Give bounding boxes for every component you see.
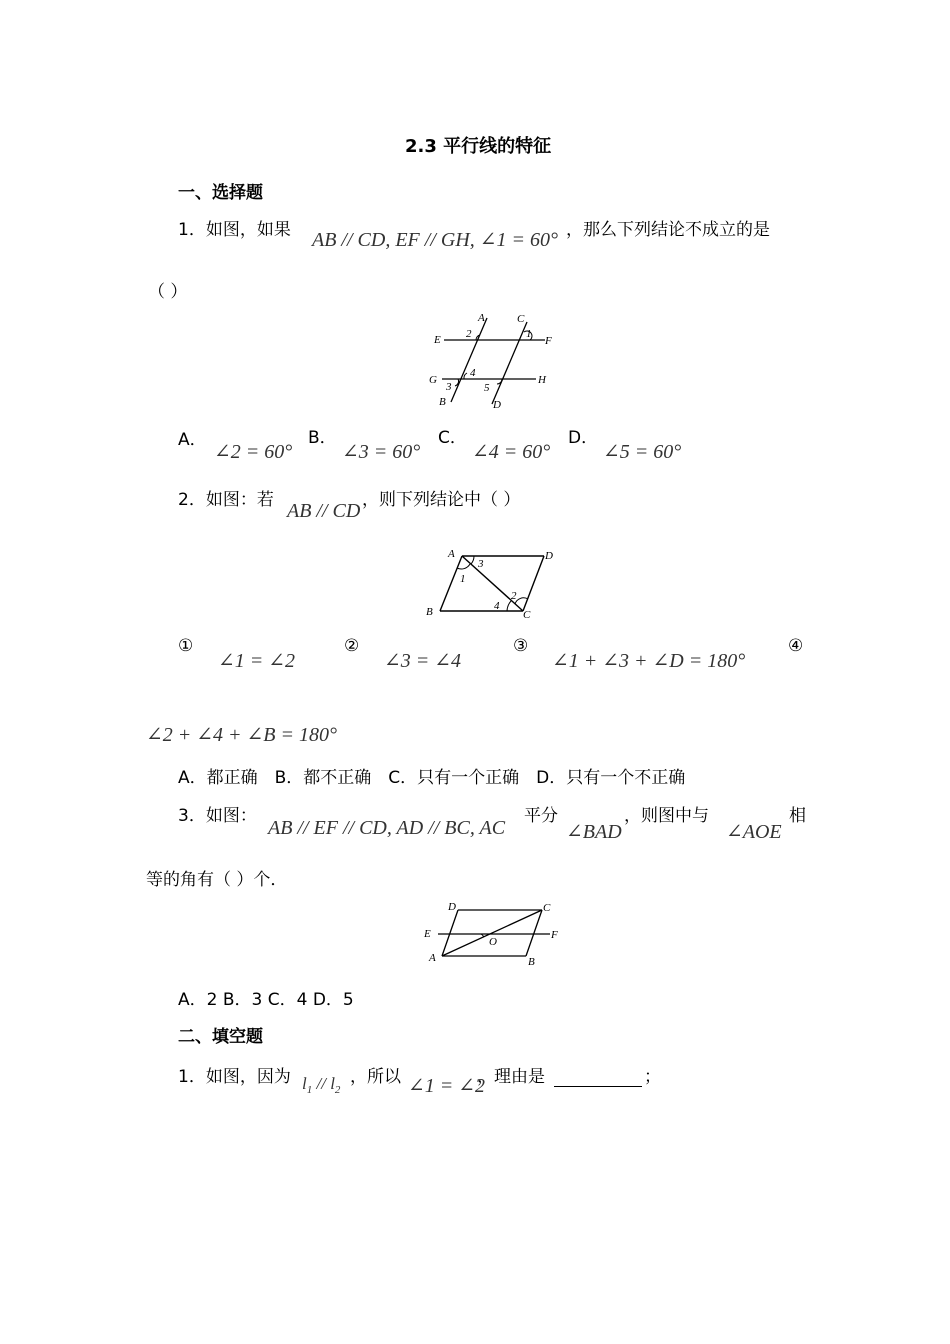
page-title: 2.3 平行线的特征 <box>405 136 552 157</box>
q1-option-a-label[interactable]: A． <box>178 430 207 450</box>
section-heading-choice: 一、选择题 <box>178 183 263 203</box>
q1-figure <box>420 308 570 414</box>
q1-option-b[interactable]: ∠3 = 60° <box>342 441 421 463</box>
q2-expr: AB // CD <box>287 500 361 522</box>
fill1-end: ； <box>644 1067 661 1087</box>
fig1-n4: 4 <box>470 367 476 379</box>
q2-item-1-label: ① <box>178 636 194 656</box>
fig1-n5: 5 <box>484 382 490 394</box>
q2-item-4: ∠2 + ∠4 + ∠B = 180° <box>146 724 337 746</box>
fig3-O: O <box>489 936 497 948</box>
fill1-lines <box>302 1074 340 1096</box>
q3-mid: 平分 <box>524 806 558 826</box>
fig1-H: H <box>538 374 546 386</box>
fig2-n1: 1 <box>460 573 466 585</box>
fig3-C: C <box>543 902 551 914</box>
q2-item-1: ∠1 = ∠2 <box>218 650 296 672</box>
q2-figure <box>420 540 570 622</box>
q2-item-2-label: ② <box>344 636 360 656</box>
fig1-A: A <box>478 312 485 324</box>
fig2-n2: 2 <box>511 590 517 602</box>
fig3-B: B <box>528 956 535 968</box>
q1-paren: （ ） <box>148 282 188 302</box>
q3-mid2: ，则图中与 <box>624 806 709 826</box>
line-dc <box>523 556 544 611</box>
fig2-B: B <box>426 606 433 618</box>
q1-expr: AB // CD, EF // GH, ∠1 = 60° <box>312 229 559 251</box>
line-ac <box>442 910 542 956</box>
q3-figure <box>420 898 570 970</box>
q1-option-d[interactable]: ∠5 = 60° <box>603 441 682 463</box>
q2-lead: 2．如图：若 <box>178 490 274 510</box>
q3-tail: 相 <box>789 806 806 826</box>
fill1-lead: 1．如图，因为 <box>178 1067 291 1087</box>
q1-option-c-label[interactable]: C． <box>438 428 467 448</box>
q3-lead: 3．如图： <box>178 806 257 826</box>
q1-option-a[interactable]: ∠2 = 60° <box>214 441 293 463</box>
fig1-B: B <box>439 396 446 408</box>
fig1-E: E <box>434 334 441 346</box>
q1-tail: ，那么下列结论不成立的是 <box>566 220 770 240</box>
q3-expr: AB // EF // CD, AD // BC, AC <box>268 817 506 839</box>
fig3-A: A <box>429 952 436 964</box>
line-ab <box>440 556 462 611</box>
fill1-s2: 2 <box>334 1084 341 1096</box>
q2-item-3-label: ③ <box>513 636 529 656</box>
q3-line2: 等的角有（ ）个． <box>146 870 288 890</box>
q1-option-d-label[interactable]: D． <box>568 428 599 448</box>
section-heading-fill: 二、填空题 <box>178 1027 263 1047</box>
q3-expr3: ∠AOE <box>726 821 782 843</box>
fig1-n3: 3 <box>446 381 452 393</box>
fig2-D: D <box>545 550 553 562</box>
fig3-E: E <box>424 928 431 940</box>
fig1-F: F <box>545 335 552 347</box>
line-cd <box>492 322 527 404</box>
fig2-A: A <box>448 548 455 560</box>
fill1-l1: l <box>302 1074 307 1093</box>
fig2-n3: 3 <box>478 558 484 570</box>
fill1-l2: l <box>330 1074 335 1093</box>
q3-answers[interactable]: A．2 B．3 C．4 D．5 <box>178 990 354 1010</box>
fig2-C: C <box>523 609 531 621</box>
fig1-n1: 1 <box>526 328 532 340</box>
q2-answers[interactable]: A．都正确 B．都不正确 C．只有一个正确 D．只有一个不正确 <box>178 768 686 788</box>
fig1-C: C <box>517 313 525 325</box>
fill1-answer-blank[interactable] <box>554 1085 642 1087</box>
fill1-tail: ，理由是 <box>477 1067 545 1087</box>
fig3-D: D <box>448 901 456 913</box>
q1-option-b-label[interactable]: B． <box>308 428 337 448</box>
q3-expr2: ∠BAD <box>566 821 622 843</box>
fill1-s1: 1 <box>306 1084 313 1096</box>
q1-option-c[interactable]: ∠4 = 60° <box>472 441 551 463</box>
fig2-n4: 4 <box>494 600 500 612</box>
fig1-G: G <box>429 374 437 386</box>
fig1-n2: 2 <box>466 328 472 340</box>
fill1-sep: // <box>312 1074 331 1093</box>
fill1-mid: ，所以 <box>350 1067 401 1087</box>
q1-lead: 1．如图，如果 <box>178 220 291 240</box>
fill1-expr: ∠1 = ∠2 <box>408 1075 486 1097</box>
fig1-D: D <box>493 399 501 411</box>
q2-item-2: ∠3 = ∠4 <box>384 650 462 672</box>
line-ac <box>462 556 523 611</box>
q2-tail: ，则下列结论中（ ） <box>362 490 521 510</box>
q2-item-4-label: ④ <box>788 636 804 656</box>
fig3-F: F <box>551 929 558 941</box>
q2-item-3: ∠1 + ∠3 + ∠D = 180° <box>552 650 746 672</box>
